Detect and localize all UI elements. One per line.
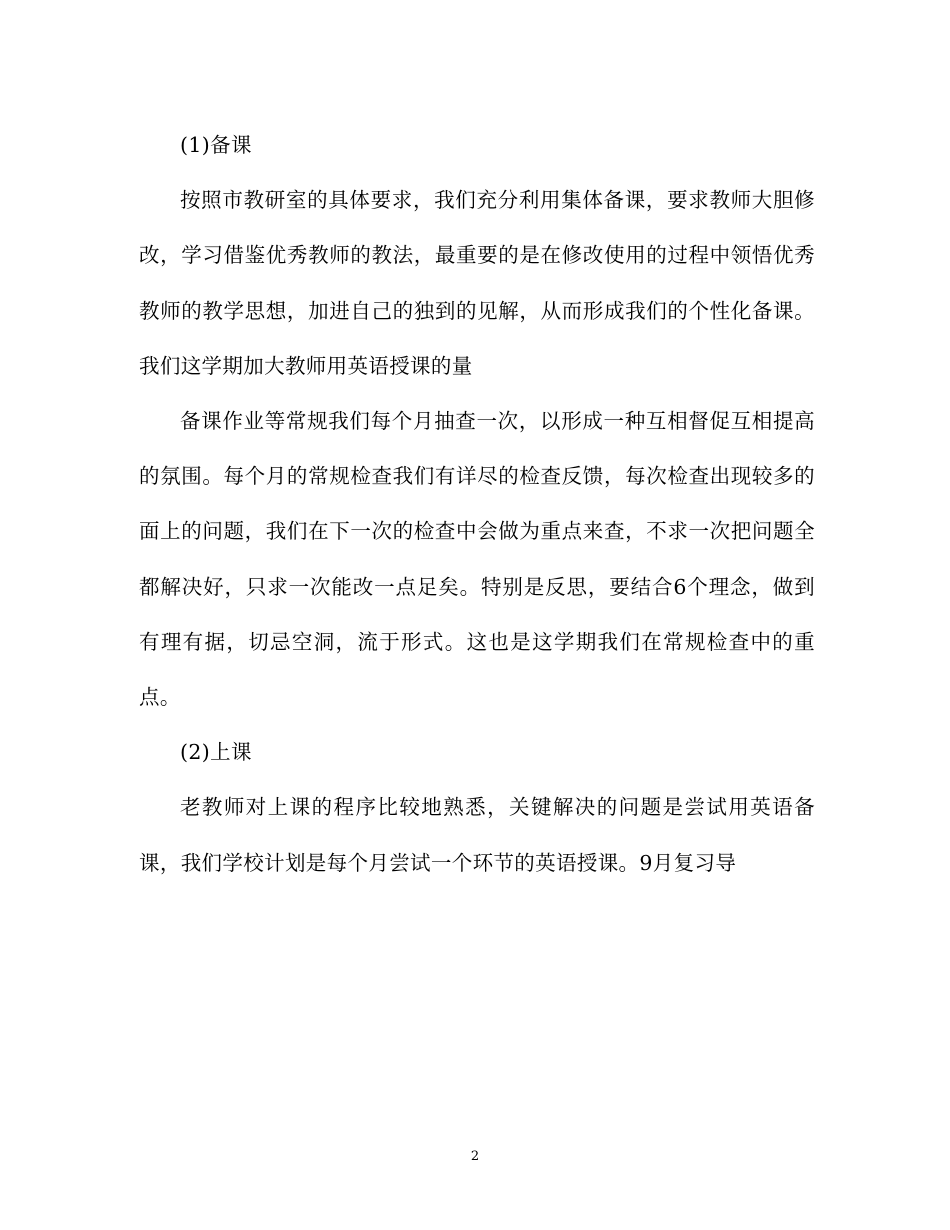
- document-body: [139, 118, 815, 891]
- paragraph-routine-checks: 备课作业等常规我们每个月抽查一次，以形成一种互相督促互相提高的氛围。每个月的常规检查我们有详尽的检查反馈，每次检查出现较多的面上的问题，我们在下一次的检查中会做为重点来查，不求一次把问题全都解决好，只求一次能改一点足矣。特别是反思，要结合6个理念，做到有理有据，切忌空洞，流于形式。这也是这学期我们在常规检查中的重点。: [139, 409, 815, 710]
- page-number: 2: [470, 1149, 480, 1164]
- paragraph-prep-requirements: 按照市教研室的具体要求，我们充分利用集体备课，要求教师大胆修改，学习借鉴优秀教师的教法，最重要的是在修改使用的过程中领悟优秀教师的教学思想，加进自己的独到的见解，从而形成我们的个性化备课。我们这学期加大教师用英语授课的量: [139, 188, 815, 378]
- section-heading-class: (2)上课: [180, 740, 252, 765]
- paragraph-class-english: 老教师对上课的程序比较地熟悉，关键解决的问题是尝试用英语备课，我们学校计划是每个月尝试一个环节的英语授课。9月复习导: [139, 795, 815, 875]
- section-heading-prep: (1)备课: [180, 133, 252, 157]
